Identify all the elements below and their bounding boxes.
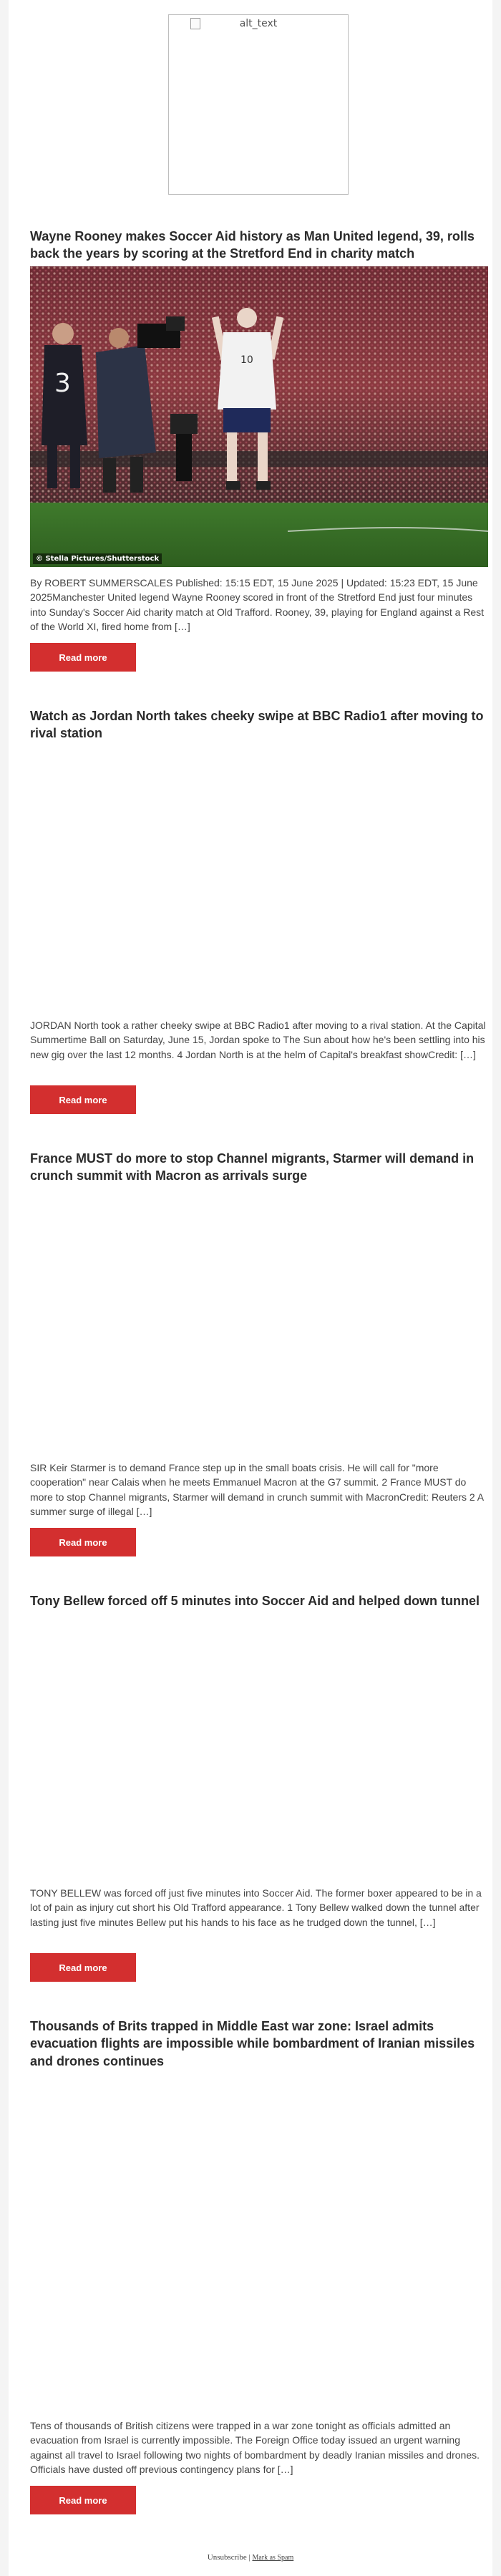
article-title[interactable]: Tony Bellew forced off 5 minutes into Soccer Aid and helped down tunnel: [30, 1594, 480, 1608]
read-more-button[interactable]: Read more: [30, 643, 136, 672]
newsletter: [9, 0, 492, 2576]
mark-as-spam-link[interactable]: Mark as Spam: [252, 2554, 294, 2562]
footer-separator: |: [248, 2553, 250, 2562]
article-summary: TONY BELLEW was forced off just five minutes into Soccer Aid. The former boxer appeared to be in a lot of pain as injury cut short his Old Trafford appearance. 1 Tony Bellew walked down the tunnel after lasting just five minutes Bellew put his hands to his face as he trudged down the tunnel, […]: [30, 1887, 482, 1928]
article-2: [30, 707, 488, 742]
stadium-photo-illustration: [30, 266, 488, 567]
article-3: [30, 1150, 488, 1185]
article-title[interactable]: Watch as Jordan North takes cheeky swipe at BBC Radio1 after moving to rival station: [30, 709, 484, 741]
article-title[interactable]: Wayne Rooney makes Soccer Aid history as Man United legend, 39, rolls back the years by scoring at the Stretford End in charity match: [30, 229, 475, 261]
article-5: [30, 2018, 488, 2070]
svg-text:3: 3: [54, 369, 71, 398]
svg-text:10: 10: [240, 354, 253, 366]
unsubscribe-link[interactable]: Unsubscribe: [207, 2553, 247, 2562]
article-summary: JORDAN North took a rather cheeky swipe at BBC Radio1 after moving to a rival station. At the Capital Summertime Ball on Saturday, June 15, Jordan spoke to The Sun about how he's been settling into his new gig over the last 12 months. 4 Jordan North is at the helm of Capital's breakfast showCredit: […]: [30, 1020, 486, 1060]
read-more-button[interactable]: Read more: [30, 1528, 136, 1556]
article-4: [30, 1592, 488, 1609]
footer: [9, 2553, 492, 2562]
logo-image: [168, 14, 349, 195]
read-more-button[interactable]: Read more: [30, 1953, 136, 1982]
read-more-button[interactable]: Read more: [30, 1085, 136, 1114]
article-1: [30, 228, 488, 263]
article-summary: SIR Keir Starmer is to demand France step up in the small boats crisis. He will call for "more cooperation" near Calais when he meets Emmanuel Macron at the G7 summit. 2 France MUST do more to stop Channel migrants, Starmer will demand in crunch summit with MacronCredit: Reuters 2 A summer surge of illegal […]: [30, 1462, 484, 1517]
article-title[interactable]: France MUST do more to stop Channel migrants, Starmer will demand in crunch summit with Macron as arrivals surge: [30, 1151, 475, 1183]
article-summary: By ROBERT SUMMERSCALES Published: 15:15 EDT, 15 June 2025 | Updated: 15:23 EDT, 15 June 2025Manchester United legend Wayne Rooney scored in front of the Stretford End just four minutes into Sunday's Soccer Aid charity match at Old Trafford. Rooney, 39, playing for England against a Rest of the World XI, fired home from […]: [30, 577, 485, 632]
logo-alt-text: alt_text: [239, 18, 278, 29]
article-title[interactable]: Thousands of Brits trapped in Middle East war zone: Israel admits evacuation flights are impossible while bombardment of Iranian missiles and drones continues: [30, 2019, 475, 2068]
photo-credit: © Stella Pictures/Shutterstock: [33, 553, 162, 564]
article-photo[interactable]: [30, 266, 488, 567]
read-more-button[interactable]: Read more: [30, 2486, 136, 2514]
article-summary: Tens of thousands of British citizens were trapped in a war zone tonight as officials admitted an evacuation from Israel is currently impossible. The Foreign Office today issued an urgent warning against all travel to Israel following two nights of bombardment by deadly Iranian missiles and drones. Officials have dusted off previous contingency plans for […]: [30, 2420, 480, 2475]
